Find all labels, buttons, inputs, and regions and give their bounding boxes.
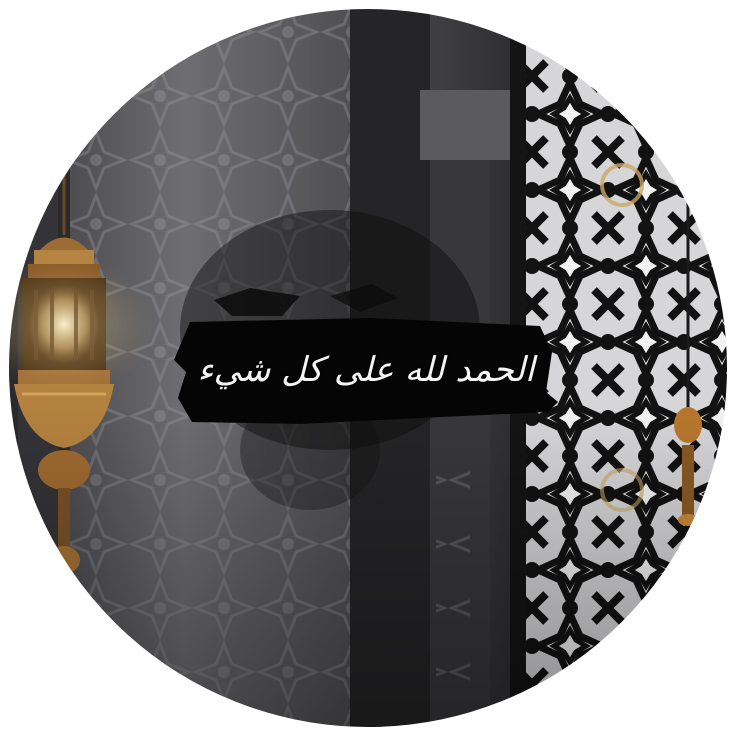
calligraphy-caption: الحمد لله على كل شيء	[197, 350, 535, 390]
